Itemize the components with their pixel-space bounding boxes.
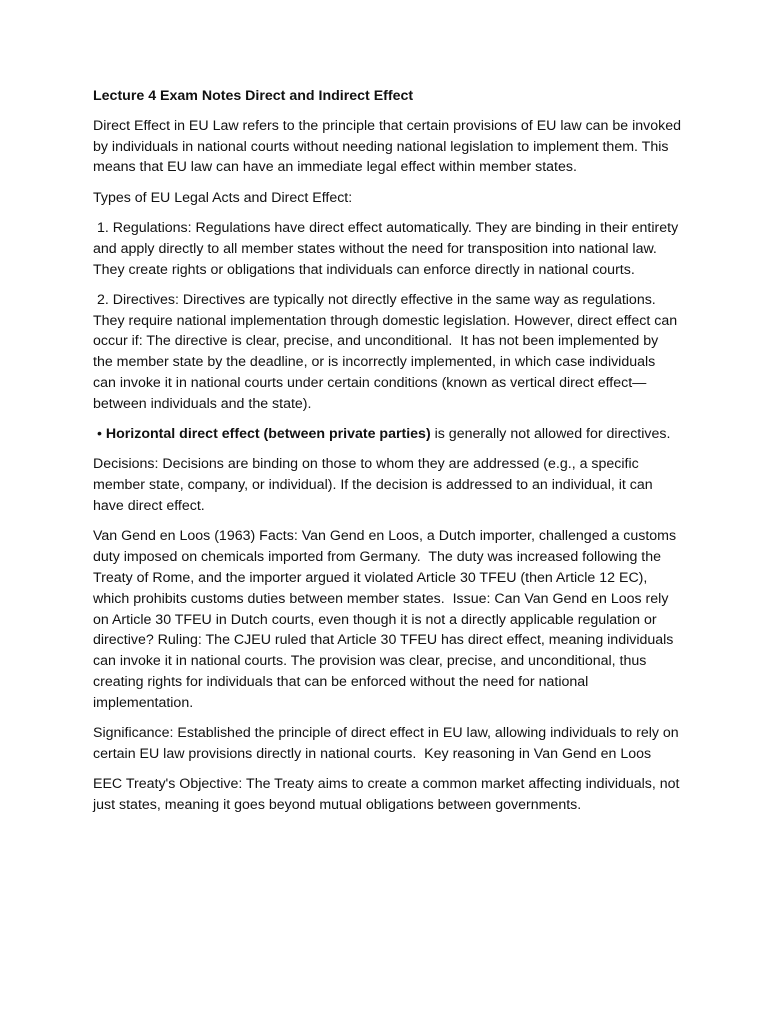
paragraph-types-heading: Types of EU Legal Acts and Direct Effect: — [93, 189, 353, 206]
paragraph-van-gend-en-loos: Van Gend en Loos (1963) Facts: Van Gend en Loos, a Dutch importer, challenged a customs duty imposed on chemicals imported from Germany. The duty was increased following the Treaty of Rome, and the importer argued it violated Article 30 TFEU (then Article 12 EC), which prohibits customs duties between member states. Issue: Can Van Gend en Loos rely on Article 30 TFEU in Dutch courts, even though it is not a directly applicable regulation or directive? Ruling: The CJEU ruled that Article 30 TFEU has direct effect, meaning individuals can invoke it in national courts. The provision was clear, precise, and unconditional, thus creating rights for individuals that can be enforced without the need for national implementation. — [93, 528, 677, 711]
paragraph-regulations: 1. Regulations: Regulations have direct effect automatically. They are binding in their entirety and apply directly to all member states without the need for transposition into national law. They create rights or obligations that individuals can enforce directly in national courts. — [93, 219, 679, 278]
bullet-bold-text: Horizontal direct effect (between private parties) — [105, 426, 431, 443]
paragraph-eec-treaty-objective: EEC Treaty's Objective: The Treaty aims to create a common market affecting individuals, not just states, meaning it goes beyond mutual obligations between governments. — [93, 776, 680, 813]
paragraph-decisions: Decisions: Decisions are binding on those to whom they are addressed (e.g., a specific member state, company, or individual). If the decision is addressed to an individual, it can have direct effect. — [93, 456, 653, 515]
paragraph-significance: Significance: Established the principle of direct effect in EU law, allowing individuals to rely on certain EU law provisions directly in national courts. Key reasoning in Van Gend en Loos — [93, 725, 679, 762]
document-page — [93, 86, 681, 825]
bullet-rest-text: is generally not allowed for directives. — [430, 426, 671, 443]
bullet-marker: • — [93, 426, 106, 443]
paragraph-direct-effect-definition: Direct Effect in EU Law refers to the principle that certain provisions of EU law can be invoked by individuals in national courts without needing national legislation to implement them. This means that EU law can have an immediate legal effect within member states. — [93, 117, 682, 176]
bullet-horizontal-effect — [93, 424, 681, 445]
paragraph-directives: 2. Directives: Directives are typically not directly effective in the same way as regulations. They require national implementation through domestic legislation. However, direct effect can occur if: The directive is clear, precise, and unconditional. It has not been implemented by the member state by the deadline, or is incorrectly implemented, in which case individuals can invoke it in national courts under certain conditions (known as vertical direct effect—between individuals and the state). — [93, 291, 678, 412]
document-title: Lecture 4 Exam Notes Direct and Indirect Effect — [93, 88, 414, 104]
